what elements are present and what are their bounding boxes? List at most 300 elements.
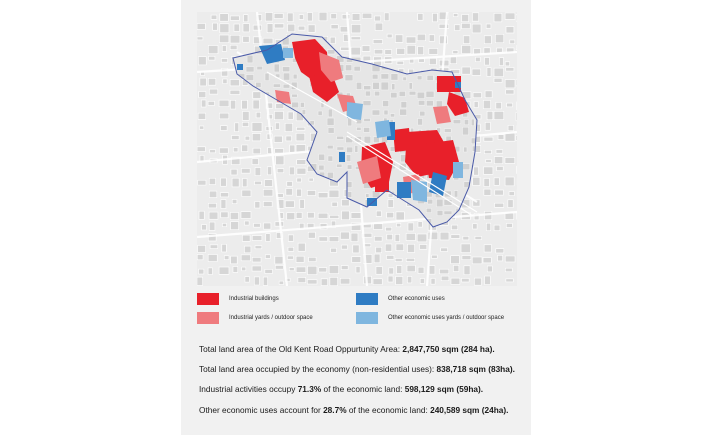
building-block — [494, 111, 504, 119]
building-block — [362, 13, 372, 18]
building-block — [383, 101, 389, 107]
building-block — [391, 92, 397, 97]
building-block — [328, 128, 334, 134]
stat-percent: 71.3% — [297, 384, 322, 394]
building-block — [327, 50, 334, 54]
building-block — [198, 180, 206, 185]
building-block — [363, 101, 371, 106]
legend-other-economic — [356, 293, 445, 305]
building-block — [485, 122, 490, 130]
building-block — [364, 118, 371, 121]
building-block — [287, 213, 295, 220]
building-block — [462, 67, 470, 74]
building-block — [381, 82, 389, 90]
building-block — [340, 26, 348, 32]
building-block — [507, 103, 513, 107]
building-block — [332, 202, 337, 206]
building-block — [220, 24, 229, 33]
building-block — [252, 236, 262, 241]
building-block — [231, 169, 237, 175]
stat-value: 2,847,750 sqm (284 ha). — [402, 344, 495, 354]
building-block — [399, 91, 405, 96]
building-block — [286, 136, 292, 141]
building-block — [392, 84, 395, 90]
legend-industrial-yards — [197, 312, 313, 324]
building-block — [276, 104, 284, 109]
building-block — [308, 232, 315, 238]
building-block — [318, 111, 322, 115]
building-block — [328, 109, 332, 117]
building-block — [505, 133, 515, 141]
building-block — [451, 278, 460, 284]
building-block — [462, 45, 471, 53]
building-block — [386, 227, 392, 231]
building-block — [462, 256, 471, 260]
stat-value: 240,589 sqm (24ha). — [430, 405, 509, 415]
building-block — [208, 101, 214, 105]
building-block — [342, 211, 350, 220]
building-block — [483, 258, 491, 263]
building-block — [302, 110, 306, 115]
stat-text: of the economic land: — [346, 405, 431, 415]
building-block — [296, 256, 304, 262]
building-block — [348, 192, 352, 198]
building-block — [475, 236, 482, 239]
building-block — [417, 76, 422, 80]
building-block — [453, 51, 458, 54]
building-block — [274, 24, 284, 28]
building-block — [506, 90, 514, 94]
building-block — [426, 208, 431, 212]
building-block — [297, 189, 302, 196]
building-block — [288, 247, 294, 251]
building-block — [200, 78, 207, 86]
building-block — [275, 266, 283, 270]
building-block — [428, 199, 433, 204]
building-block — [253, 92, 261, 99]
building-block — [495, 203, 504, 207]
building-block — [409, 83, 412, 89]
building-block — [209, 178, 215, 184]
building-block — [494, 178, 499, 185]
building-block — [222, 223, 226, 226]
building-block — [245, 277, 249, 282]
building-block — [346, 155, 351, 162]
other-economic-yards-swatch — [356, 312, 378, 324]
building-block — [331, 14, 337, 19]
building-block — [429, 58, 436, 64]
building-block — [221, 200, 226, 209]
building-block — [341, 245, 347, 249]
stat-economic-land — [199, 364, 515, 374]
building-block — [245, 221, 250, 225]
building-block — [331, 25, 338, 29]
building-block — [265, 255, 270, 259]
legend-label: Industrial buildings — [229, 296, 279, 302]
building-block — [263, 189, 273, 196]
building-block — [437, 211, 443, 216]
building-block — [516, 135, 517, 140]
building-block — [408, 244, 415, 252]
building-block — [373, 279, 382, 285]
building-block — [308, 266, 317, 274]
building-block — [292, 102, 299, 108]
building-block — [243, 36, 249, 42]
building-block — [341, 47, 350, 50]
building-block — [230, 35, 240, 43]
building-block — [509, 192, 514, 196]
building-block — [403, 77, 407, 81]
building-block — [290, 145, 295, 152]
building-block — [374, 254, 380, 263]
building-block — [497, 166, 504, 170]
building-block — [283, 73, 289, 80]
building-block — [390, 114, 394, 117]
building-block — [254, 277, 259, 285]
building-block — [357, 127, 361, 130]
building-block — [374, 236, 382, 241]
legend-label: Industrial yards / outdoor space — [229, 315, 313, 321]
building-block — [298, 277, 306, 282]
building-block — [245, 136, 250, 140]
building-block — [242, 111, 249, 120]
building-block — [219, 113, 228, 119]
building-block — [287, 13, 293, 22]
land-use-map — [197, 12, 517, 286]
building-block — [450, 57, 456, 64]
building-block — [330, 277, 338, 285]
building-block — [386, 255, 393, 259]
building-block — [365, 91, 370, 96]
building-block — [351, 37, 361, 40]
building-block — [298, 26, 305, 30]
building-block — [463, 36, 469, 44]
building-block — [408, 223, 414, 231]
building-block — [244, 15, 248, 22]
building-block — [396, 276, 403, 284]
building-block — [230, 90, 240, 94]
building-block — [254, 223, 261, 227]
building-block — [231, 256, 237, 264]
building-block — [451, 225, 457, 230]
building-block — [255, 202, 260, 208]
building-block — [366, 194, 369, 197]
building-block — [296, 133, 305, 141]
stat-industrial-share — [199, 384, 483, 394]
building-block — [232, 136, 240, 140]
building-block — [487, 266, 492, 272]
building-block — [256, 112, 261, 118]
building-block — [242, 235, 250, 241]
building-block — [279, 281, 283, 284]
building-block — [246, 67, 254, 72]
building-block — [342, 200, 350, 206]
building-block — [221, 178, 227, 186]
building-block — [273, 84, 280, 87]
building-block — [498, 255, 503, 261]
building-block — [484, 137, 493, 141]
building-block — [230, 100, 235, 109]
building-block — [373, 40, 382, 44]
building-block — [494, 78, 502, 82]
building-block — [318, 213, 328, 218]
building-block — [510, 40, 515, 44]
building-block — [285, 123, 293, 131]
stat-text: Industrial activities occupy — [199, 384, 298, 394]
building-block — [219, 100, 229, 107]
building-block — [337, 164, 342, 167]
building-block — [418, 267, 424, 273]
building-block — [505, 158, 515, 164]
building-block — [462, 164, 469, 170]
building-block — [208, 45, 218, 53]
building-block — [474, 167, 479, 175]
building-block — [329, 190, 339, 197]
building-block — [265, 180, 273, 187]
building-block — [288, 24, 295, 32]
building-block — [351, 47, 360, 55]
building-block — [233, 267, 238, 273]
building-block — [505, 13, 515, 19]
building-block — [487, 68, 491, 77]
building-block — [319, 237, 328, 241]
building-block — [208, 78, 215, 85]
building-block — [417, 92, 424, 98]
legend-other-economic-yards — [356, 312, 504, 324]
building-block — [252, 122, 262, 131]
building-block — [418, 119, 423, 126]
building-block — [297, 168, 306, 174]
building-block — [388, 200, 394, 208]
building-block — [484, 189, 491, 195]
building-block — [230, 45, 237, 49]
building-block — [319, 268, 327, 272]
building-block — [347, 165, 352, 169]
building-block — [253, 148, 261, 154]
building-block — [440, 269, 449, 274]
other-economic-uses-swatch — [356, 293, 378, 305]
building-block — [499, 58, 503, 66]
building-block — [473, 93, 481, 98]
building-block — [484, 178, 489, 186]
building-block — [395, 35, 403, 43]
building-block — [340, 232, 349, 239]
building-block — [485, 91, 492, 98]
building-block — [505, 213, 514, 219]
building-block — [384, 110, 388, 115]
building-block — [256, 82, 261, 87]
building-block — [397, 48, 405, 54]
building-block — [516, 79, 517, 86]
building-block — [327, 145, 333, 149]
building-block — [297, 178, 302, 182]
building-block — [483, 100, 490, 108]
building-block — [208, 203, 216, 208]
building-block — [385, 244, 392, 251]
stat-other-economic-share — [199, 405, 508, 415]
building-block — [296, 267, 306, 272]
stat-percent: 28.7% — [323, 405, 347, 415]
building-block — [286, 189, 293, 196]
building-block — [385, 50, 392, 55]
building-block — [484, 150, 491, 153]
building-block — [199, 269, 204, 274]
building-block — [307, 13, 312, 21]
building-block — [505, 268, 512, 272]
building-block — [376, 267, 382, 275]
building-block — [453, 265, 458, 271]
building-block — [451, 235, 460, 239]
stat-text: Other economic uses account for — [199, 405, 324, 415]
building-block — [487, 111, 493, 119]
building-block — [476, 57, 481, 61]
building-block — [494, 225, 500, 231]
building-block — [209, 212, 218, 219]
building-block — [396, 212, 404, 220]
building-block — [222, 46, 226, 52]
building-block — [307, 280, 317, 284]
building-block — [234, 24, 239, 31]
building-block — [252, 134, 260, 141]
building-block — [472, 13, 478, 21]
building-block — [242, 190, 251, 196]
building-block — [439, 24, 449, 28]
building-block — [198, 245, 206, 252]
building-block — [197, 277, 203, 285]
building-block — [221, 212, 228, 218]
building-block — [387, 234, 393, 239]
building-block — [263, 277, 267, 285]
building-block — [267, 167, 271, 175]
building-block — [252, 159, 258, 165]
building-block — [287, 181, 293, 186]
building-block — [464, 266, 470, 275]
building-block — [508, 200, 513, 208]
building-block — [201, 100, 206, 107]
building-block — [484, 245, 491, 252]
building-block — [391, 74, 398, 80]
building-block — [409, 91, 416, 95]
building-block — [505, 62, 509, 66]
building-block — [420, 111, 425, 116]
building-block — [441, 248, 448, 252]
building-block — [420, 279, 424, 284]
building-block — [486, 223, 490, 231]
building-block — [328, 156, 333, 161]
building-block — [210, 150, 216, 153]
building-block — [437, 199, 443, 207]
building-block — [213, 23, 218, 30]
building-block — [208, 268, 212, 275]
building-block — [486, 159, 491, 162]
building-block — [330, 37, 335, 44]
building-block — [208, 255, 217, 262]
building-block — [506, 223, 512, 227]
building-block — [241, 255, 250, 261]
building-block — [455, 25, 460, 31]
building-block — [362, 46, 370, 52]
building-block — [263, 202, 272, 207]
building-block — [230, 16, 239, 20]
building-block — [293, 74, 297, 79]
building-block — [274, 13, 283, 18]
building-block — [376, 247, 382, 253]
building-block — [219, 267, 229, 274]
building-block — [462, 278, 470, 282]
building-block — [474, 278, 481, 285]
legend-industrial-buildings — [197, 293, 279, 305]
building-block — [516, 112, 517, 121]
building-block — [352, 14, 360, 21]
building-block — [464, 147, 467, 152]
building-block — [288, 235, 293, 241]
building-block — [417, 34, 425, 41]
building-block — [353, 245, 359, 253]
building-block — [246, 75, 253, 81]
building-block — [351, 233, 358, 242]
building-block — [395, 258, 402, 261]
building-block — [211, 15, 217, 19]
building-block — [199, 211, 204, 219]
building-block — [209, 56, 215, 60]
building-block — [221, 126, 228, 131]
building-block — [221, 59, 227, 63]
building-block — [354, 66, 360, 71]
building-block — [453, 120, 461, 124]
building-block — [454, 191, 458, 197]
building-block — [388, 276, 393, 282]
building-block — [337, 147, 344, 150]
building-block — [274, 111, 283, 119]
building-block — [308, 25, 315, 33]
building-block — [433, 13, 438, 22]
building-block — [327, 172, 333, 178]
building-block — [418, 222, 422, 227]
building-block — [418, 47, 424, 55]
building-block — [252, 257, 261, 262]
building-block — [346, 147, 352, 153]
building-block — [242, 122, 248, 126]
building-block — [308, 212, 315, 218]
building-block — [244, 246, 250, 253]
building-block — [241, 212, 251, 219]
building-block — [461, 244, 470, 253]
building-block — [401, 155, 406, 162]
building-block — [387, 212, 394, 218]
building-block — [374, 49, 383, 53]
building-block — [242, 178, 247, 186]
building-block — [355, 145, 358, 152]
building-block — [506, 279, 513, 282]
building-block — [444, 129, 451, 133]
building-block — [296, 212, 302, 218]
building-block — [505, 256, 515, 262]
building-block — [429, 35, 434, 41]
building-block — [406, 233, 415, 240]
building-block — [345, 65, 351, 71]
building-block — [397, 61, 404, 64]
building-block — [420, 245, 427, 250]
building-block — [283, 67, 290, 72]
building-block — [429, 266, 435, 275]
building-block — [374, 224, 383, 230]
building-block — [494, 13, 502, 22]
building-block — [209, 89, 217, 94]
building-block — [233, 148, 238, 152]
building-block — [352, 257, 361, 263]
building-block — [496, 150, 503, 153]
building-block — [307, 191, 315, 196]
